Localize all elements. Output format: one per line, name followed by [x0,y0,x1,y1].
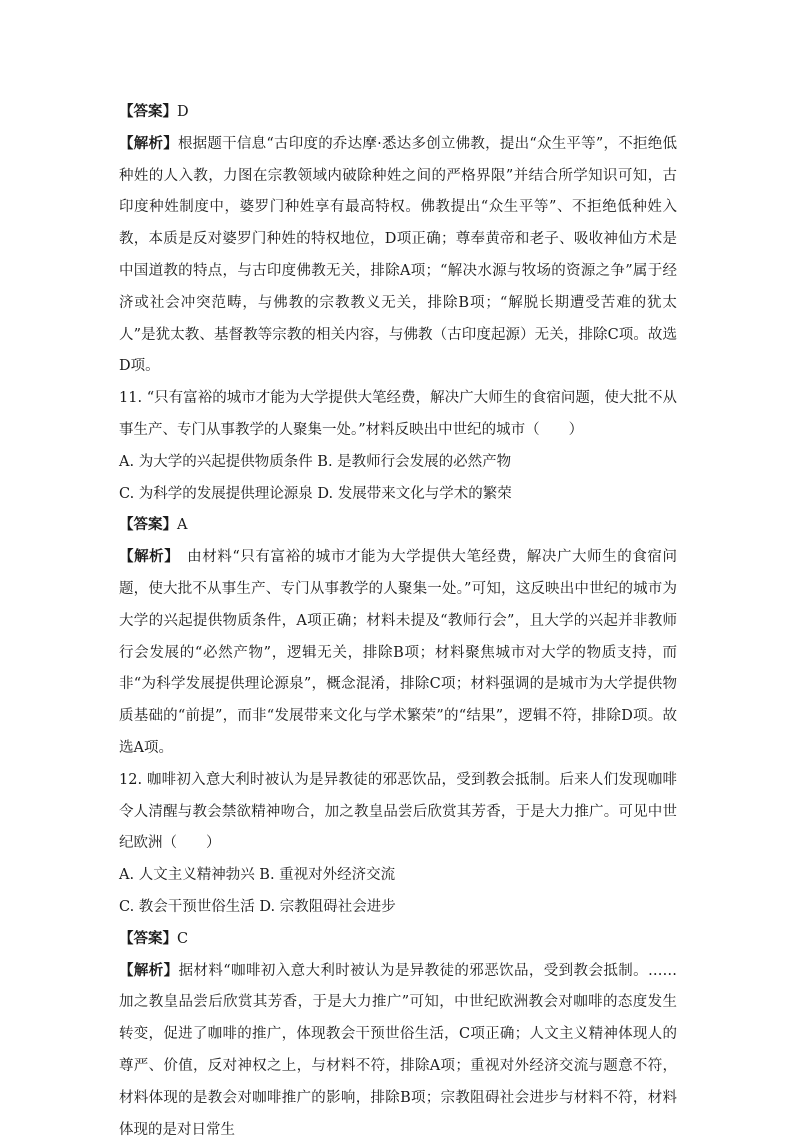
q11-answer [119,510,677,542]
q12-options-row-2: C. 教会干预世俗生活 D. 宗教阻碍社会进步 [119,898,396,915]
q10-answer [119,97,677,129]
answer-value: C [177,930,189,947]
answer-label: 【答案】 [119,104,177,120]
q12-analysis [119,956,677,1146]
analysis-text: 由材料“只有富裕的城市才能为大学提供大笔经费，解决广大师生的食宿问题，使大批不从事生产、专门从事教学的人聚集一处。”可知，这反映出中世纪的城市为大学的兴起提供物质条件，A项正确；材料未提及“教师行会”，且大学的兴起并非教师行会发展的“必然产物”，逻辑无关，排除B项；材料聚焦城市对大学的物质支持，而非“为科学发展提供理论源泉”，概念混淆，排除C项；材料强调的是城市为大学提供物质基础的“前提”，而非“发展带来文化与学术繁荣”的“结果”，逻辑不符，排除D项。故选A项。 [119,549,677,756]
page-content [119,97,677,1146]
q12-answer [119,924,677,956]
q12-stem: 12. 咖啡初入意大利时被认为是异教徒的邪恶饮品，受到教会抵制。后来人们发现咖啡令人清醒与教会禁欲精神吻合，加之教皇品尝后欣赏其芳香，于是大力推广。可见中世纪欧洲（ ） [119,771,677,852]
answer-label: 【答案】 [119,517,177,534]
analysis-label: 【解析】 [119,962,179,979]
q10-analysis [119,129,677,383]
q11-options-row-2: C. 为科学的发展提供理论源泉 D. 发展带来文化与学术的繁荣 [119,485,512,502]
answer-value: A [177,517,188,534]
q11-analysis [119,542,677,765]
q11-options-row-1: A. 为大学的兴起提供物质条件 B. 是教师行会发展的必然产物 [119,453,512,470]
answer-label: 【答案】 [119,930,177,947]
analysis-text: 根据题干信息“古印度的乔达摩·悉达多创立佛教，提出“众生平等”，不拒绝低种姓的人入教，力图在宗教领域内破除种姓之间的严格界限”并结合所学知识可知，古印度种姓制度中，婆罗门种姓享有最高特权。佛教提出“众生平等”、不拒绝低种姓入教，本质是反对婆罗门种姓的特权地位，D项正确；尊奉黄帝和老子、吸收神仙方术是中国道教的特点，与古印度佛教无关，排除A项；“解决水源与牧场的资源之争”属于经济或社会冲突范畴，与佛教的宗教教义无关，排除B项；“解脱长期遭受苦难的犹太人”是犹太教、基督教等宗教的相关内容，与佛教（古印度起源）无关，排除C项。故选D项。 [119,135,677,375]
q11-stem: 11. “只有富裕的城市才能为大学提供大笔经费，解决广大师生的食宿问题，使大批不从事生产、专门从事教学的人聚集一处。”材料反映出中世纪的城市（ ） [119,390,677,438]
analysis-text: 据材料“咖啡初入意大利时被认为是异教徒的邪恶饮品，受到教会抵制。……加之教皇品尝后欣赏其芳香，于是大力推广”可知，中世纪欧洲教会对咖啡的态度发生转变，促进了咖啡的推广，体现教会干预世俗生活，C项正确；人文主义精神体现人的尊严、价值，反对神权之上，与材料不符，排除A项；重视对外经济交流与题意不符，材料体现的是教会对咖啡推广的影响，排除B项；宗教阻碍社会进步与材料不符，材料体现的是对日常生 [119,962,678,1138]
analysis-label: 【解析】 [119,549,173,566]
analysis-label: 【解析】 [119,135,178,152]
answer-value: D [177,104,189,120]
q12-options-row-1: A. 人文主义精神勃兴 B. 重视对外经济交流 [119,867,396,884]
